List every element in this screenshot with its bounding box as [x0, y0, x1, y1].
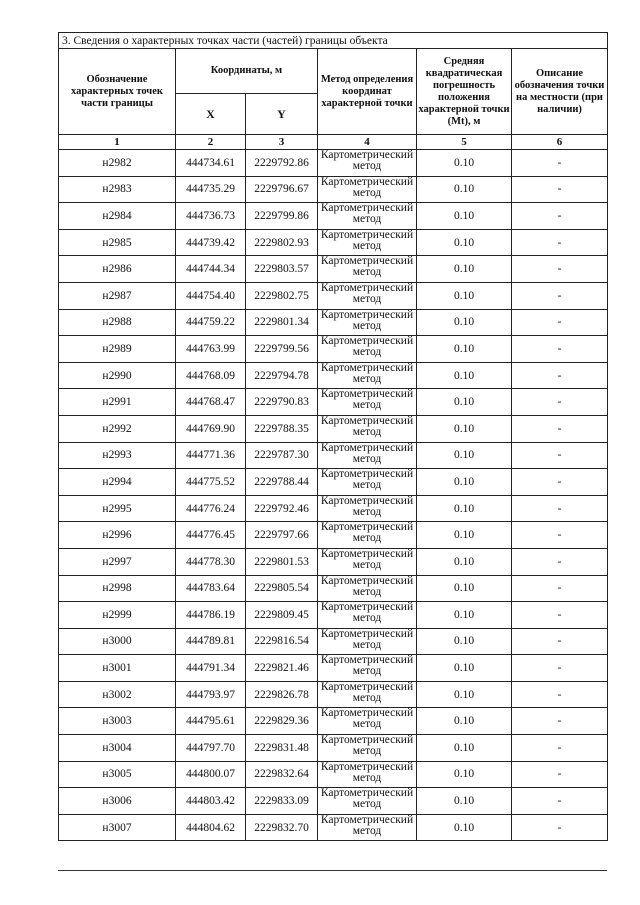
error-cell: 0.10: [417, 735, 512, 762]
table-row: [59, 735, 608, 762]
error-cell: 0.10: [417, 548, 512, 575]
description-cell: -: [512, 681, 608, 708]
error-cell: 0.10: [417, 602, 512, 629]
description-cell: -: [512, 442, 608, 469]
method-cell: Картометрический метод: [318, 442, 417, 469]
point-designation-cell: н2995: [59, 495, 176, 522]
method-cell: Картометрический метод: [318, 788, 417, 815]
point-designation-cell: н3005: [59, 761, 176, 788]
error-cell: 0.10: [417, 362, 512, 389]
coordinate-x-cell: 444793.97: [176, 681, 246, 708]
point-designation-cell: н3003: [59, 708, 176, 735]
method-cell: Картометрический метод: [318, 814, 417, 841]
method-cell: Картометрический метод: [318, 282, 417, 309]
point-designation-cell: н3007: [59, 814, 176, 841]
error-cell: 0.10: [417, 469, 512, 496]
table-row: [59, 256, 608, 283]
coordinate-y-cell: 2229829.36: [246, 708, 318, 735]
coordinate-x-cell: 444789.81: [176, 628, 246, 655]
point-designation-cell: н2984: [59, 203, 176, 230]
coordinate-y-cell: 2229821.46: [246, 655, 318, 682]
table-row: [59, 389, 608, 416]
method-cell: Картометрический метод: [318, 602, 417, 629]
point-designation-cell: н2990: [59, 362, 176, 389]
method-cell: Картометрический метод: [318, 522, 417, 549]
column-number: 2: [176, 135, 246, 150]
method-cell: Картометрический метод: [318, 256, 417, 283]
method-cell: Картометрический метод: [318, 150, 417, 177]
coordinate-y-cell: 2229787.30: [246, 442, 318, 469]
table-row: [59, 150, 608, 177]
coordinate-x-cell: 444791.34: [176, 655, 246, 682]
table-row: [59, 681, 608, 708]
description-cell: -: [512, 735, 608, 762]
coordinate-x-cell: 444786.19: [176, 602, 246, 629]
error-cell: 0.10: [417, 256, 512, 283]
coordinate-x-cell: 444795.61: [176, 708, 246, 735]
method-cell: Картометрический метод: [318, 761, 417, 788]
table-row: [59, 362, 608, 389]
point-designation-cell: н2982: [59, 150, 176, 177]
method-cell: Картометрический метод: [318, 309, 417, 336]
point-designation-cell: н2993: [59, 442, 176, 469]
method-cell: Картометрический метод: [318, 203, 417, 230]
point-designation-cell: н2988: [59, 309, 176, 336]
coordinate-y-cell: 2229801.34: [246, 309, 318, 336]
coordinate-y-cell: 2229802.75: [246, 282, 318, 309]
description-cell: -: [512, 655, 608, 682]
method-cell: Картометрический метод: [318, 229, 417, 256]
coordinate-x-cell: 444775.52: [176, 469, 246, 496]
coordinate-y-cell: 2229794.78: [246, 362, 318, 389]
point-designation-cell: н2996: [59, 522, 176, 549]
point-designation-cell: н2983: [59, 176, 176, 203]
description-cell: -: [512, 788, 608, 815]
description-cell: -: [512, 256, 608, 283]
description-cell: -: [512, 495, 608, 522]
error-cell: 0.10: [417, 761, 512, 788]
description-cell: -: [512, 415, 608, 442]
method-cell: Картометрический метод: [318, 495, 417, 522]
point-designation-cell: н2992: [59, 415, 176, 442]
error-cell: 0.10: [417, 495, 512, 522]
error-cell: 0.10: [417, 628, 512, 655]
point-designation-cell: н2997: [59, 548, 176, 575]
coordinate-x-cell: 444797.70: [176, 735, 246, 762]
coordinate-y-cell: 2229790.83: [246, 389, 318, 416]
error-cell: 0.10: [417, 681, 512, 708]
column-number: 1: [59, 135, 176, 150]
description-cell: -: [512, 628, 608, 655]
method-cell: Картометрический метод: [318, 681, 417, 708]
table-row: [59, 522, 608, 549]
coordinate-y-cell: 2229792.46: [246, 495, 318, 522]
error-cell: 0.10: [417, 655, 512, 682]
header-coordinates: Координаты, м: [176, 49, 318, 94]
error-cell: 0.10: [417, 442, 512, 469]
error-cell: 0.10: [417, 309, 512, 336]
point-designation-cell: н2994: [59, 469, 176, 496]
coordinate-y-cell: 2229826.78: [246, 681, 318, 708]
table-row: [59, 415, 608, 442]
coordinate-x-cell: 444769.90: [176, 415, 246, 442]
coordinate-y-cell: 2229792.86: [246, 150, 318, 177]
coordinate-x-cell: 444778.30: [176, 548, 246, 575]
coordinate-x-cell: 444735.29: [176, 176, 246, 203]
coordinate-x-cell: 444776.45: [176, 522, 246, 549]
error-cell: 0.10: [417, 415, 512, 442]
table-row: [59, 469, 608, 496]
coordinate-x-cell: 444754.40: [176, 282, 246, 309]
column-number: 4: [318, 135, 417, 150]
coordinate-x-cell: 444783.64: [176, 575, 246, 602]
point-designation-cell: н2987: [59, 282, 176, 309]
description-cell: -: [512, 229, 608, 256]
header-designation: Обозначение характерных точек части границы: [59, 49, 176, 135]
column-number: 5: [417, 135, 512, 150]
description-cell: -: [512, 548, 608, 575]
coordinate-y-cell: 2229833.09: [246, 788, 318, 815]
description-cell: -: [512, 203, 608, 230]
table-row: [59, 495, 608, 522]
description-cell: -: [512, 176, 608, 203]
description-cell: -: [512, 602, 608, 629]
description-cell: -: [512, 522, 608, 549]
table-row: [59, 282, 608, 309]
table-row: [59, 229, 608, 256]
coordinate-x-cell: 444768.47: [176, 389, 246, 416]
header-description: Описание обозначения точки на местности (при наличии): [512, 49, 608, 135]
coordinate-x-cell: 444763.99: [176, 336, 246, 363]
point-designation-cell: н2989: [59, 336, 176, 363]
description-cell: -: [512, 282, 608, 309]
coordinate-y-cell: 2229799.56: [246, 336, 318, 363]
coordinate-y-cell: 2229805.54: [246, 575, 318, 602]
column-number-row: [59, 135, 608, 150]
error-cell: 0.10: [417, 336, 512, 363]
error-cell: 0.10: [417, 176, 512, 203]
error-cell: 0.10: [417, 229, 512, 256]
coordinate-x-cell: 444768.09: [176, 362, 246, 389]
coordinate-y-cell: 2229802.93: [246, 229, 318, 256]
description-cell: -: [512, 814, 608, 841]
description-cell: -: [512, 761, 608, 788]
description-cell: -: [512, 362, 608, 389]
error-cell: 0.10: [417, 203, 512, 230]
header-y: Y: [246, 94, 318, 135]
coordinate-x-cell: 444734.61: [176, 150, 246, 177]
coordinate-y-cell: 2229832.70: [246, 814, 318, 841]
section-title: 3. Сведения о характерных точках части (частей) границы объекта: [59, 33, 608, 49]
method-cell: Картометрический метод: [318, 389, 417, 416]
table-row: [59, 309, 608, 336]
method-cell: Картометрический метод: [318, 548, 417, 575]
point-designation-cell: н3006: [59, 788, 176, 815]
table-row: [59, 761, 608, 788]
table-row: [59, 708, 608, 735]
description-cell: -: [512, 575, 608, 602]
description-cell: -: [512, 309, 608, 336]
error-cell: 0.10: [417, 282, 512, 309]
table-row: [59, 176, 608, 203]
table-row: [59, 336, 608, 363]
error-cell: 0.10: [417, 708, 512, 735]
description-cell: -: [512, 336, 608, 363]
table-row: [59, 548, 608, 575]
description-cell: -: [512, 469, 608, 496]
table-row: [59, 203, 608, 230]
point-designation-cell: н3001: [59, 655, 176, 682]
error-cell: 0.10: [417, 788, 512, 815]
method-cell: Картометрический метод: [318, 575, 417, 602]
column-number: 3: [246, 135, 318, 150]
coordinate-y-cell: 2229788.44: [246, 469, 318, 496]
method-cell: Картометрический метод: [318, 469, 417, 496]
description-cell: -: [512, 708, 608, 735]
coordinate-y-cell: 2229796.67: [246, 176, 318, 203]
coordinate-y-cell: 2229797.66: [246, 522, 318, 549]
table-row: [59, 442, 608, 469]
coordinate-x-cell: 444736.73: [176, 203, 246, 230]
header-x: X: [176, 94, 246, 135]
method-cell: Картометрический метод: [318, 655, 417, 682]
method-cell: Картометрический метод: [318, 415, 417, 442]
column-number: 6: [512, 135, 608, 150]
point-designation-cell: н3000: [59, 628, 176, 655]
method-cell: Картометрический метод: [318, 735, 417, 762]
method-cell: Картометрический метод: [318, 176, 417, 203]
point-designation-cell: н2999: [59, 602, 176, 629]
point-designation-cell: н3002: [59, 681, 176, 708]
header-error: Средняя квадратическая погрешность положения характерной точки (Mt), м: [417, 49, 512, 135]
point-designation-cell: н2991: [59, 389, 176, 416]
method-cell: Картометрический метод: [318, 362, 417, 389]
error-cell: 0.10: [417, 814, 512, 841]
coordinate-y-cell: 2229801.53: [246, 548, 318, 575]
coordinate-x-cell: 444771.36: [176, 442, 246, 469]
coordinate-y-cell: 2229831.48: [246, 735, 318, 762]
coordinate-x-cell: 444776.24: [176, 495, 246, 522]
method-cell: Картометрический метод: [318, 336, 417, 363]
coordinate-y-cell: 2229816.54: [246, 628, 318, 655]
coordinate-x-cell: 444804.62: [176, 814, 246, 841]
header-method: Метод определения координат характерной точки: [318, 49, 417, 135]
coordinate-x-cell: 444744.34: [176, 256, 246, 283]
coordinate-y-cell: 2229799.86: [246, 203, 318, 230]
description-cell: -: [512, 389, 608, 416]
error-cell: 0.10: [417, 150, 512, 177]
coordinate-x-cell: 444759.22: [176, 309, 246, 336]
coordinate-x-cell: 444739.42: [176, 229, 246, 256]
table-row: [59, 575, 608, 602]
table-row: [59, 602, 608, 629]
boundary-points-table: [58, 32, 608, 841]
method-cell: Картометрический метод: [318, 628, 417, 655]
point-designation-cell: н2998: [59, 575, 176, 602]
table-row: [59, 628, 608, 655]
coordinate-y-cell: 2229832.64: [246, 761, 318, 788]
point-designation-cell: н2985: [59, 229, 176, 256]
coordinate-y-cell: 2229809.45: [246, 602, 318, 629]
coordinate-y-cell: 2229803.57: [246, 256, 318, 283]
description-cell: -: [512, 150, 608, 177]
point-designation-cell: н3004: [59, 735, 176, 762]
footer-divider: [58, 870, 607, 871]
error-cell: 0.10: [417, 575, 512, 602]
error-cell: 0.10: [417, 389, 512, 416]
document-page: [58, 32, 607, 841]
table-row: [59, 814, 608, 841]
error-cell: 0.10: [417, 522, 512, 549]
coordinate-x-cell: 444803.42: [176, 788, 246, 815]
point-designation-cell: н2986: [59, 256, 176, 283]
table-row: [59, 655, 608, 682]
coordinate-y-cell: 2229788.35: [246, 415, 318, 442]
method-cell: Картометрический метод: [318, 708, 417, 735]
table-row: [59, 788, 608, 815]
coordinate-x-cell: 444800.07: [176, 761, 246, 788]
